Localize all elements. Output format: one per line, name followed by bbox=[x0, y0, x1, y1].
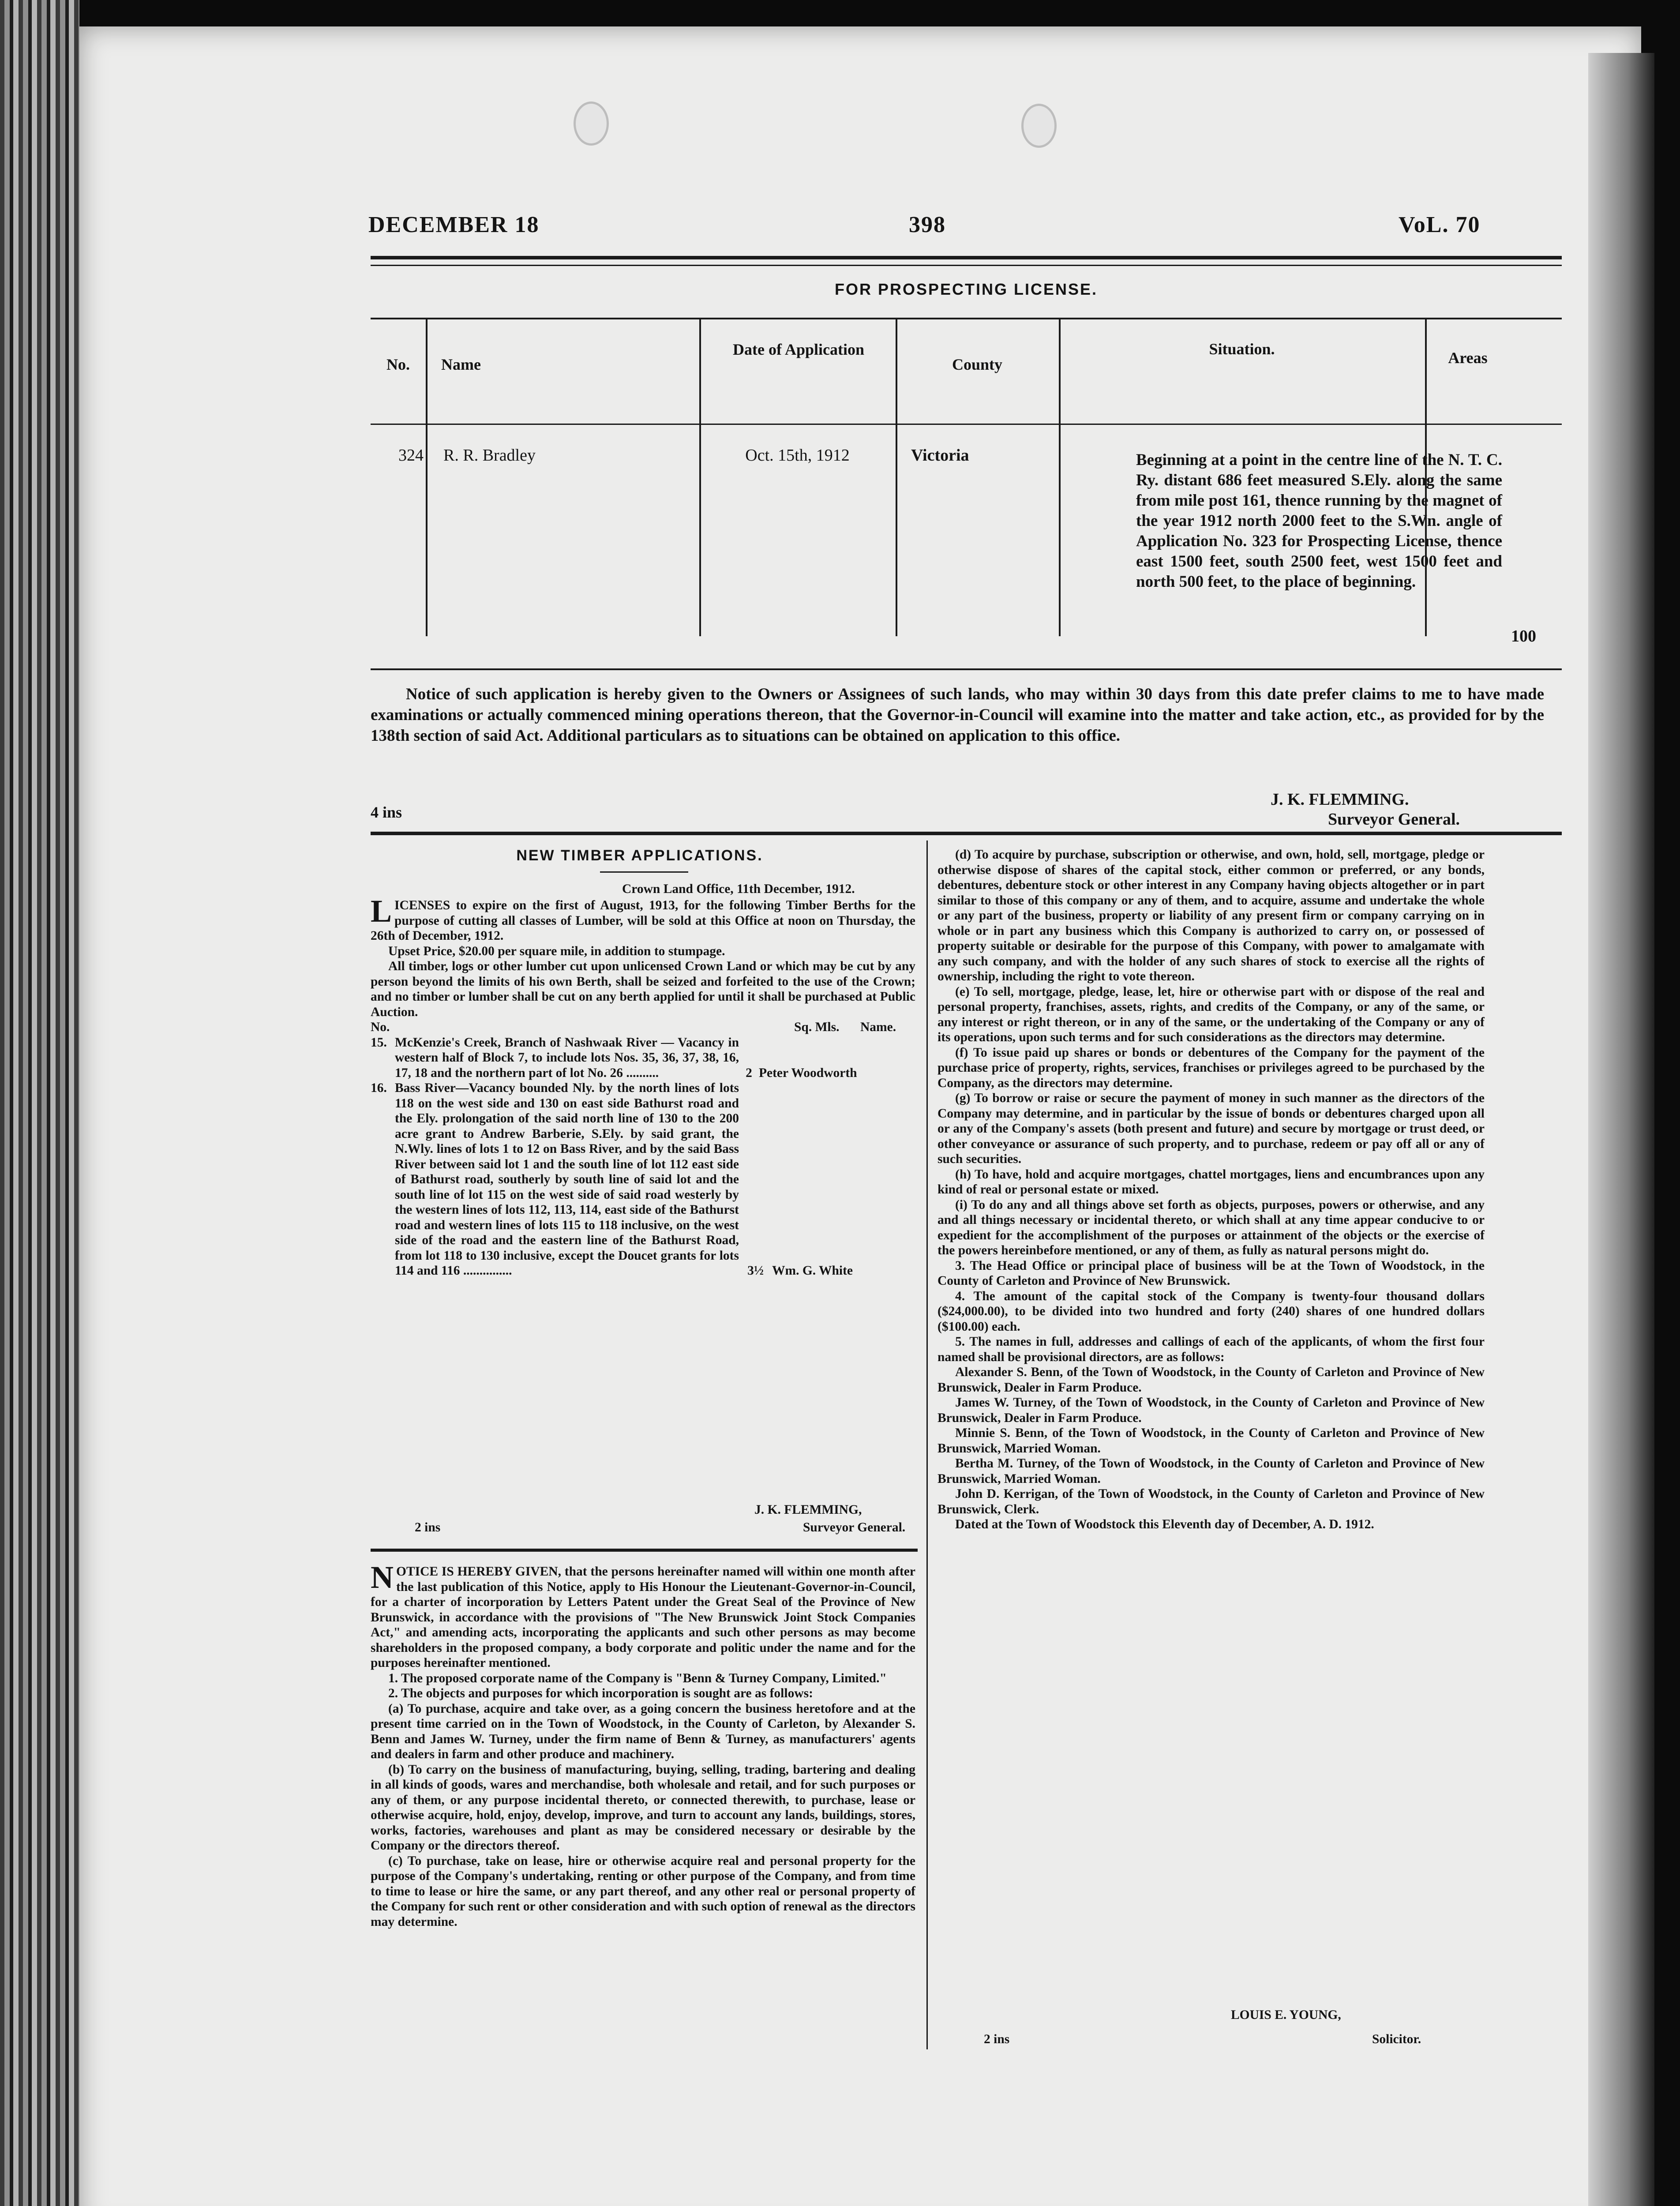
prospecting-notice: Notice of such application is hereby given to the Owners or Assignees of such lands, who may within 30 days from this date prefer claims to me to have made examinations or actually commenced mining operations thereon, that the Governor-in-Council will examine into the matter and take action, etc., as provided for by the 138th section of said Act. Additional particulars as to situations can be obtained on application to this office. bbox=[371, 685, 1544, 745]
incorporation-signature: LOUIS E. YOUNG, bbox=[1231, 2008, 1341, 2022]
timber-body bbox=[371, 893, 915, 1279]
row-situation: Beginning at a point in the centre line of the N. T. C. Ry. distant 686 feet measured S.Ely. along the same from mile post 161, thence running by the magnet of the year 1912 north 2000 feet to the S.Wn. angle of Application No. 323 for Prospecting License, thence east 1500 feet, south 2500 feet, west 1500 feet and north 500 feet, to the place of beginning. bbox=[1136, 451, 1502, 591]
header-rule-thin bbox=[371, 265, 1562, 266]
applicant: Bertha M. Turney, of the Town of Woodstock, in the County of Carleton and Province of New Brunswick, Married Woman. bbox=[938, 1456, 1485, 1486]
berth-no: 16. bbox=[371, 1081, 387, 1095]
timber-end-rule bbox=[371, 1549, 918, 1552]
timber-conditions: All timber, logs or other lumber cut upon unlicensed Crown Land or which may be cut by any person beyond the limits of his own Berth, shall be seized and forfeited to the use of the Crown; and no timber or lumber shall be cut on any berth applied for until it shall be purchased at Public Auction. bbox=[371, 959, 915, 1019]
incorporation-insertions: 2 ins bbox=[984, 2032, 1010, 2046]
col-header-no: No. bbox=[386, 356, 410, 373]
berth-desc: McKenzie's Creek, Branch of Nashwaak River — Vacancy in western half of Block 7, to include lots Nos. 35, 36, 37, 38, 16, 17, 18 and the northern part of lot No. 26 .......... bbox=[395, 1035, 739, 1080]
incorporation-pc: (c) To purchase, take on lease, hire or otherwise acquire real and personal property for the purpose of the Company's undertaking, renting or other purpose of the Company, and from time to time to lease or hire the same, or any part thereof, and any other real or personal property of the Company for such rent or other consideration and with such option of renewal as the directors may determine. bbox=[371, 1853, 915, 1929]
berth-desc: Bass River—Vacancy bounded Nly. by the north lines of lots 118 on the west side and 130 on east side Bathurst road and the Ely. prolongation of the said north line of 130 to the 200 acre grant to Andrew Barberie, S.Ely. by said grant, the N.Wly. lines of lots 1 to 12 on Bass River, and by the said Bass River between said lot 1 and the south line of lot 112 east side of Bathurst road, southerly by south line of said lot and the south line of lot 115 on the west side of said road westerly by the western lines of lots 112, 113, 114, east side of the Bathurst road and western lines of lots 115 to 118 inclusive, on the west side of the road and the eastern line of the Bathurst Road, from lot 118 to 130 inclusive, except the Doucet grants for lots 114 and 116 ............... bbox=[395, 1081, 739, 1278]
row-date: Oct. 15th, 1912 bbox=[745, 446, 850, 465]
header-volume: VoL. 70 bbox=[1399, 212, 1481, 237]
incorporation-pf: (f) To issue paid up shares or bonds or debentures of the Company for the payment of the purchase price of property, rights, services, franchises or privileges agreed to be purchased by the Company, as the directors may determine. bbox=[938, 1045, 1485, 1090]
incorporation-intro: NOTICE IS HEREBY GIVEN, that the persons hereinafter named will within one month after the last publication of this Notice, apply to His Honour the Lieutenant-Governor-in-Council, for a charter of incorporation by Letters Patent under the Great Seal of the Province of New Brunswick, in accordance with the provisions of "The New Brunswick Joint Stock Companies Act," and amending acts, incorporating the applicants and such other persons as may become shareholders in the proposed company, a body corporate and politic under the name and for the purposes hereinafter mentioned. bbox=[371, 1560, 915, 1670]
col-divider bbox=[1059, 319, 1061, 636]
dropcap: N bbox=[371, 1560, 394, 1595]
timber-column-headers bbox=[371, 1020, 915, 1035]
timber-title-rule bbox=[600, 871, 688, 873]
col-header-name: Name bbox=[441, 356, 481, 373]
prospecting-insertions: 4 ins bbox=[371, 803, 402, 821]
prospecting-title: FOR PROSPECTING LICENSE. bbox=[834, 280, 1098, 298]
row-no: 324 bbox=[398, 446, 424, 465]
berth-sqmls: 2 bbox=[746, 1065, 752, 1080]
incorporation-pb: (b) To carry on the business of manufacturing, buying, selling, trading, bartering and dealing in all kinds of goods, wares and merchandise, both wholesale and retail, and for such purposes or any of them, or any purpose incidental thereto, or connected therewith, to purchase, lease or otherwise acquire, hold, enjoy, develop, improve, and turn to account any lands, buildings, stores, works, factories, warehouses and plant as may be considered necessary or desirable by the Company or the directors thereof. bbox=[371, 1762, 915, 1853]
incorporation-p2: 2. The objects and purposes for which incorporation is sought are as follows: bbox=[388, 1686, 813, 1700]
incorporation-pg: (g) To borrow or raise or secure the payment of money in such manner as the directors of the Company may determine, and in particular by the issue of bonds or debentures charged upon all or any of the Company's assets (both present and future) and secure by mortgage or trust deed, or other conveyance or assurance of such property, and to purchase, redeem or pay off all or any of such securities. bbox=[938, 1091, 1485, 1166]
timber-upset-price: Upset Price, $20.00 per square mile, in addition to stumpage. bbox=[388, 944, 725, 958]
col-header-situation: Situation. bbox=[1209, 340, 1275, 358]
applicant: Alexander S. Benn, of the Town of Woodstock, in the County of Carleton and Province of New Brunswick, Dealer in Farm Produce. bbox=[938, 1365, 1485, 1395]
applicant: John D. Kerrigan, of the Town of Woodstock, in the County of Carleton and Province of New Brunswick, Clerk. bbox=[938, 1487, 1485, 1516]
timber-intro: LICENSES to expire on the first of August, 1913, for the following Timber Berths for the purpose of cutting all classes of Lumber, will be sold at this Office at noon on Thursday, the 26th of December, 1912. bbox=[371, 893, 915, 943]
newspaper-page bbox=[79, 26, 1641, 2206]
incorporation-p3: 3. The Head Office or principal place of business will be at the Town of Woodstock, in the County of Carleton and Province of New Brunswick. bbox=[938, 1258, 1485, 1288]
prospecting-signature-title: Surveyor General. bbox=[1328, 810, 1460, 829]
incorporation-ph: (h) To have, hold and acquire mortgages, chattel mortgages, liens and encumbrances upon any kind of real or personal estate or mixed. bbox=[938, 1167, 1485, 1197]
timber-title: NEW TIMBER APPLICATIONS. bbox=[516, 847, 763, 864]
dropcap: L bbox=[371, 893, 392, 929]
header-date: DECEMBER 18 bbox=[368, 212, 540, 237]
incorporation-pi: (i) To do any and all things above set forth as objects, purposes, powers or otherwise, and any and all things necessary or incidental thereto, or which shall at any time appear conducive to or expedient for the accomplishment of the purposes or attainment of the objects or the exercise of the powers hereinbefore mentioned, or any of them, as fully as natural persons might do. bbox=[938, 1197, 1485, 1257]
timber-signature: J. K. FLEMMING, bbox=[754, 1503, 862, 1517]
incorporation-right bbox=[938, 847, 1485, 1532]
berth-no: 15. bbox=[371, 1035, 387, 1050]
table-top-rule bbox=[371, 318, 1562, 319]
applicant: Minnie S. Benn, of the Town of Woodstock, in the County of Carleton and Province of New Brunswick, Married Woman. bbox=[938, 1426, 1485, 1456]
berth-name: Wm. G. White bbox=[772, 1264, 853, 1278]
applicant: James W. Turney, of the Town of Woodstock, in the County of Carleton and Province of New Brunswick, Dealer in Farm Produce. bbox=[938, 1396, 1485, 1425]
incorporation-pd: (d) To acquire by purchase, subscription or otherwise, and own, hold, sell, mortgage, pledge or otherwise dispose of shares of the capital stock, either common or preferred, or any bonds, debentures, debenture stock or other interest in any Company having objects altogether or in part similar to those of this company or any of them, and to acquire, assume and undertake the whole or any part of the business, property or liability of any present firm or company carrying on in whole or in part any business which this Company is authorized to carry on, or possessed of property suitable or desirable for the purpose of this Company, with power to amalgamate with any such company, and with the holder of any such shares of stock to exercise all the rights of ownership, including the right to vote thereon. bbox=[938, 848, 1485, 983]
timber-signature-title: Surveyor General. bbox=[803, 1520, 906, 1534]
timber-insertions: 2 ins bbox=[415, 1520, 441, 1534]
table-bottom-rule bbox=[371, 668, 1562, 670]
column-divider bbox=[926, 840, 928, 2049]
right-page-shadow bbox=[1588, 53, 1654, 2206]
section-rule bbox=[371, 832, 1562, 835]
berth-row bbox=[371, 1080, 915, 1279]
incorporation-p4: 4. The amount of the capital stock of the Company is twenty-four thousand dollars ($24,000.00), to be divided into two hundred and forty (240) shares of one hundred dollars ($100.00) each. bbox=[938, 1289, 1485, 1334]
row-area: 100 bbox=[1511, 627, 1536, 645]
incorporation-dated: Dated at the Town of Woodstock this Eleventh day of December, A. D. 1912. bbox=[955, 1517, 1374, 1531]
col-header-county: County bbox=[952, 356, 1003, 373]
incorporation-p5: 5. The names in full, addresses and callings of each of the applicants, of whom the first four named shall be provisional directors, are as follows: bbox=[938, 1335, 1485, 1364]
col-header-date: Date of Application bbox=[732, 341, 864, 358]
page-edges bbox=[0, 0, 79, 2206]
row-name: R. R. Bradley bbox=[443, 446, 536, 465]
header-page-number: 398 bbox=[909, 212, 946, 237]
incorporation-pa: (a) To purchase, acquire and take over, as a going concern the business heretofore and at the present time carried on in the Town of Woodstock, in the County of Carleton, by Alexander S. Benn and James W. Turney, under the firm name of Benn & Turney, as manufacturers' agents and dealers in farm and other produce and machinery. bbox=[371, 1701, 915, 1761]
timber-col-no: No. bbox=[371, 1020, 390, 1034]
timber-col-sqmls: Sq. Mls. bbox=[794, 1020, 840, 1034]
col-header-areas: Areas bbox=[1448, 349, 1488, 367]
incorporation-left bbox=[371, 1560, 915, 1929]
col-divider bbox=[426, 319, 428, 636]
berth-name: Peter Woodworth bbox=[759, 1065, 857, 1080]
timber-col-name: Name. bbox=[860, 1020, 896, 1034]
incorporation-p1: 1. The proposed corporate name of the Company is "Benn & Turney Company, Limited." bbox=[388, 1671, 887, 1685]
timber-dateline: Crown Land Office, 11th December, 1912. bbox=[622, 882, 855, 896]
header-row-rule bbox=[371, 424, 1562, 425]
row-county: Victoria bbox=[911, 446, 969, 465]
berth-row bbox=[371, 1035, 915, 1081]
prospecting-signature: J. K. FLEMMING. bbox=[1271, 790, 1409, 809]
incorporation-signature-title: Solicitor. bbox=[1372, 2032, 1421, 2046]
berth-sqmls: 3½ bbox=[747, 1264, 764, 1278]
binding-hole bbox=[1021, 104, 1057, 148]
header-rule bbox=[371, 256, 1562, 259]
incorporation-pe: (e) To sell, mortgage, pledge, lease, let, hire or otherwise part with or dispose of the real and personal property, franchises, assets, rights, and credits of the Company, or any of the same, or any interest or right thereon, or in any of the same, or the undertaking of the Company or any of its operations, upon such terms and for such considerations as the directors may determine. bbox=[938, 984, 1485, 1044]
binding-hole bbox=[574, 101, 609, 146]
col-divider bbox=[699, 319, 701, 636]
